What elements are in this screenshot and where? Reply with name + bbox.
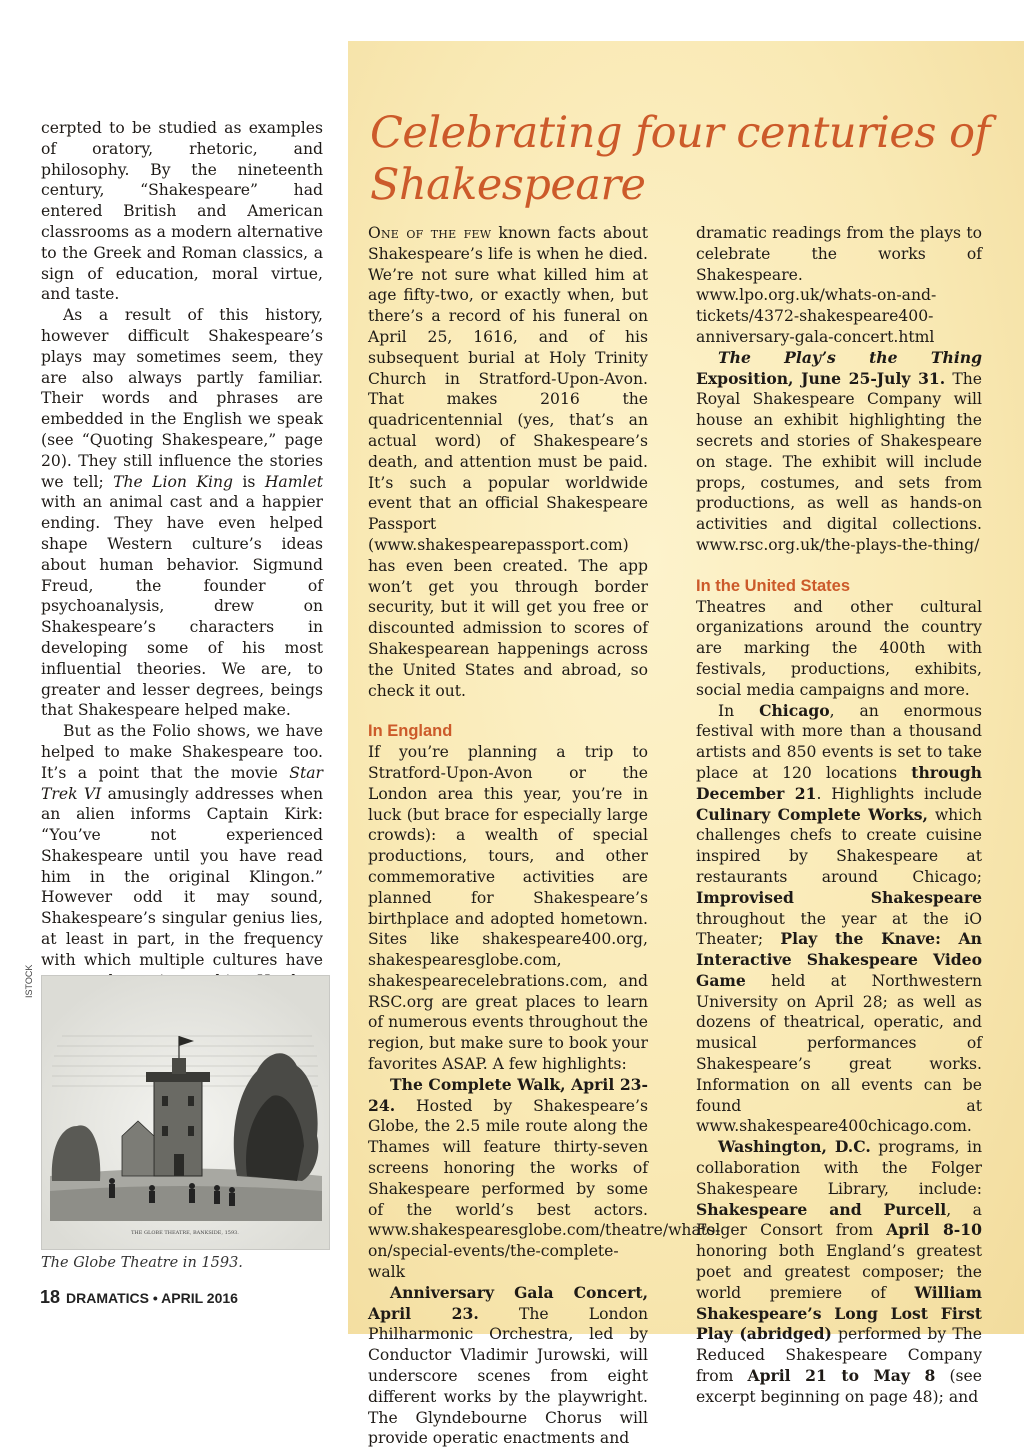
paragraph: dramatic readings from the plays to celebrate the works of Shakespeare. www.lpo.org.uk/whats-on-and-tickets/4372-shakespeare400-anniversary-gala-concert.html	[696, 224, 982, 346]
photo-caption: The Globe Theatre in 1593.	[41, 1255, 243, 1271]
engraving-caption: THE GLOBE THEATRE, BANKSIDE, 1593.	[131, 1230, 239, 1236]
section-heading-england: In England	[368, 722, 453, 741]
globe-theatre-engraving	[41, 975, 330, 1250]
event-item: The Complete Walk, April 23-24. Hosted by Shakespeare’s Globe, the 2.5 mile route along the Thames will feature thirty-seven screens honoring the works of Shakespeare performed by some of the world’s best actors. www.shakespearesglobe.com/theatre/whats-on/special-events/the-complete-walk	[368, 1074, 721, 1282]
lead-in: One of the few	[368, 224, 492, 242]
event-item: Anniversary Gala Concert, April 23. The London Philharmonic Orchestra, led by Conductor Vladimir Jurowski, will underscore scenes from eight different works by the playwright. The Glyndebourne Chorus will provide operatic enactments and	[368, 1282, 648, 1448]
publication-info: DRAMATICS • APRIL 2016	[66, 1290, 238, 1306]
paragraph: Theatres and other cultural organizations around the country are marking the 400th with festivals, productions, exhibits, social media campaigns and more.	[696, 597, 982, 699]
dc-paragraph: Washington, D.C. programs, in collaboration with the Folger Shakespeare Library, include: Shakespeare and Purcell, a Folger Consort from April 8-10 honoring both England’s greatest poet and greatest composer; the world premiere of William Shakespeare’s Long Lost First Play (abridged) performed by The Reduced Shakespeare Company from April 21 to May 8 (see excerpt beginning on page 48); and	[696, 1137, 983, 1406]
paragraph: But as the Folio shows, we have helped to make Shakespeare too. It’s a point that the movie Star Trek VI amusingly addresses when an alien informs Captain Kirk: “You’ve not experienced Shakespeare until you have read him in the original Klingon.” However odd it may sound, Shakespeare’s singular genius lies, at least in part, in the frequency with which multiple cultures have	[41, 722, 323, 969]
section-heading-us: In the United States	[696, 576, 851, 595]
article-title: Celebrating four centuries of Shakespeare	[370, 108, 990, 210]
page-number: 18	[40, 1287, 61, 1307]
middle-column	[368, 223, 721, 1449]
photo-credit: ISTOCK	[24, 964, 34, 998]
intro-paragraph: One of the few known facts about Shakespeare’s life is when he died. We’re not sure what killed him at age fifty-two, or exactly when, but there’s a record of his funeral on April 25, 1616, and of his subsequent burial at Holy Trinity Church in Stratford-Upon-Avon. That makes 2016 the quadricentennial (yes, that’s an actual word) of Shakespeare’s death, and attention must be paid. It’s such a popular worldwide event that an official Shakespeare Passport (www.shakespearepassport.com) has even been created. The app won’t get you through border security, but it will get you free or discounted admission to scores of Shakespearean happenings across the United States and abroad, so check it out.	[368, 224, 648, 700]
paragraph: cerpted to be studied as examples of oratory, rhetoric, and philosophy. By the nineteenth century, “Shakespeare” had entered British and American classrooms as a modern alternative to the Greek and Roman classics, a sign of education, moral virtue, and taste.	[41, 119, 323, 304]
left-column	[41, 118, 323, 1075]
right-column	[696, 223, 982, 1408]
event-item: The Play’s the Thing Exposition, June 25-July 31. The Royal Shakespeare Company will house an exhibit highlighting the secrets and stories of Shakespeare on stage. The exhibit will include props, costumes, and sets from productions, as well as hands-on activities and digital collections. www.rsc.org.uk/the-plays-the-thing/	[696, 347, 983, 554]
paragraph: As a result of this history, however difficult Shakespeare’s plays may sometimes seem, they are also always partly familiar. Their words and phrases are embedded in the English we speak (see “Quoting Shakespeare,” page 20). They still influence the stories we tell; The Lion King is Hamlet with an animal cast and a happier ending. They have even helped shape Western culture’s ideas about human behavior. Sigmund Freud, the founder of psychoanalysis, drew on Shakespeare’s characters in developing some of his most influential theories. We are, to greater and lesser degrees, beings that Shakespeare helped make.	[41, 306, 323, 720]
engraving-illustration	[42, 976, 329, 1249]
chicago-paragraph: In Chicago, an enormous festival with more than a thousand artists and 850 events is set to take place at 120 locations through December 21. Highlights include Culinary Complete Works, which challenges chefs to create cuisine inspired by Shakespeare at restaurants around Chicago; Improvised Shakespeare throughout the year at the iO Theater; Play the Knave: An Interactive Shakespeare Video Game held at Northwestern University on April 28; as well as dozens of theatrical, operatic, and musical performances of Shakespeare’s great works. Information on all events can be found at www.shakespeare400chicago.com.	[696, 700, 982, 1136]
page-folio	[40, 1287, 238, 1308]
paragraph: If you’re planning a trip to Stratford-Upon-Avon or the London area this year, you’re in luck (but brace for especially large crowds): a wealth of special productions, tours, and other commemorative activities are planned for Shakespeare’s birthplace and adopted hometown. Sites like shakespeare400.org, shakespearesglobe.com, shakespearecelebrations.com, and RSC.org are great places to learn of numerous events throughout the region, but make sure to book your favorites ASAP. A few highlights:	[368, 743, 649, 1074]
